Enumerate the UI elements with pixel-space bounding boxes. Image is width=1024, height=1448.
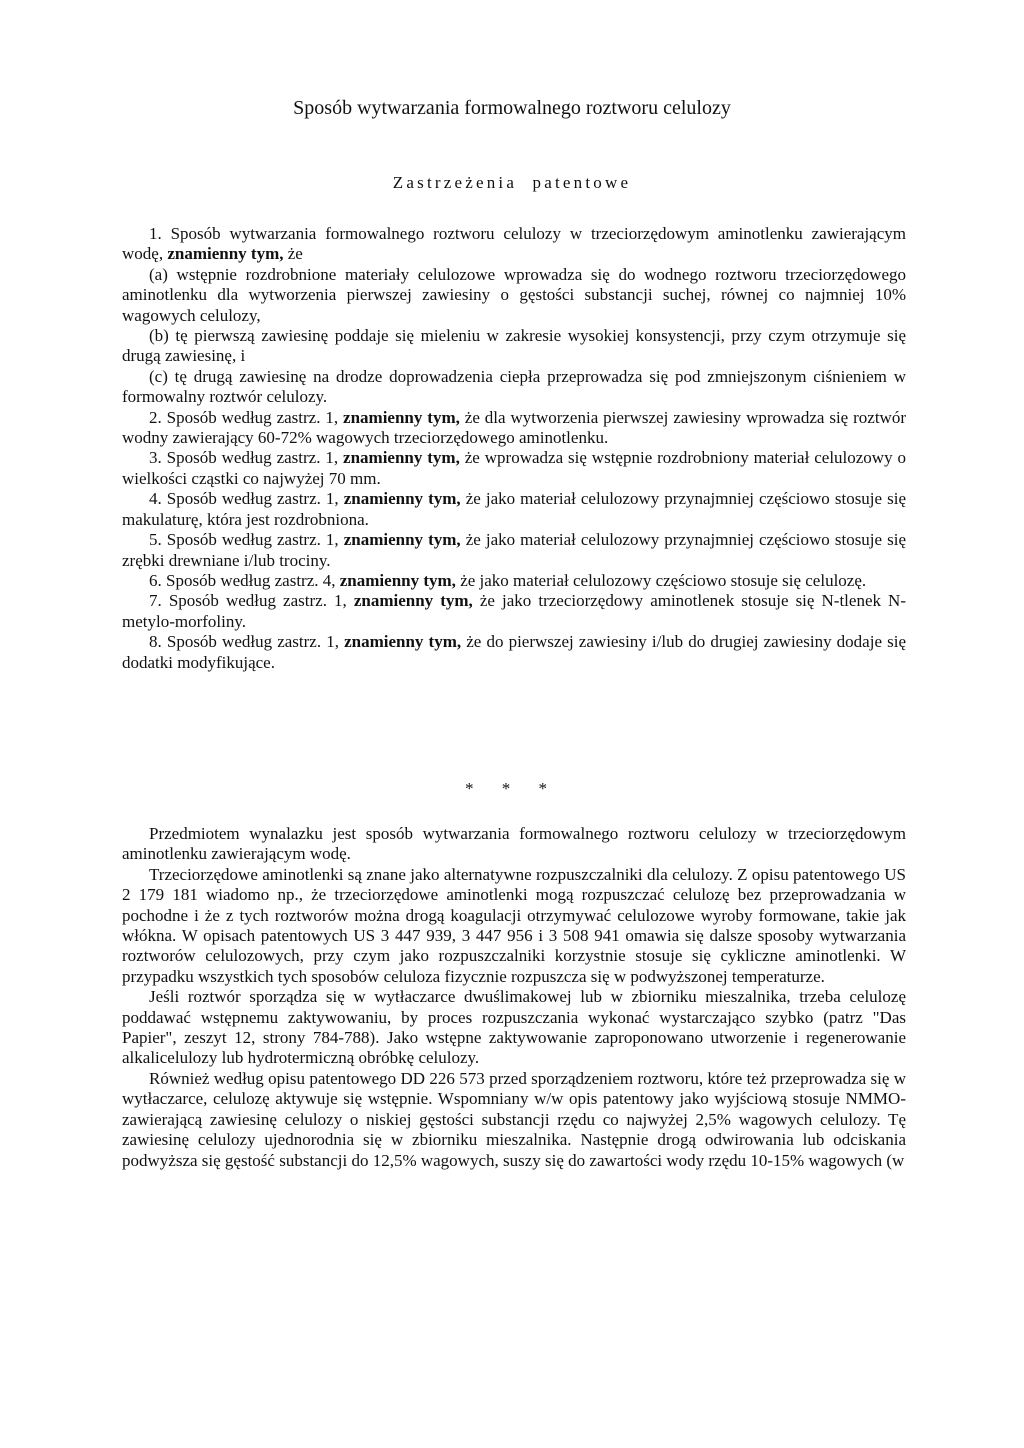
page-title: Sposób wytwarzania formowalnego roztworu celulozy (293, 97, 731, 119)
claim-6-keyword: znamienny tym, (339, 570, 456, 590)
claim-8-keyword: znamienny tym, (344, 632, 462, 652)
claim-4-pre: 4. Sposób według zastrz. 1, (149, 489, 339, 509)
claim-6-post: że jako materiał celulozowy częściowo stosuje się celulozę. (460, 570, 867, 590)
claim-2-keyword: znamienny tym, (343, 407, 460, 427)
claim-2-pre: 2. Sposób według zastrz. 1, (149, 407, 339, 427)
claim-7 (122, 591, 906, 632)
description-paragraph-4: Również według opisu patentowego DD 226 573 przed sporządzeniem roztworu, które też przeprowadza się w wytłaczarce, celulozę aktywuje się wstępnie. Wspomniany w/w opis patentowy jako wyjściową stosuje NMMO-zawierającą zawiesinę celulozy o niskiej gęstości substancji rzędu co najwyżej 2,5% wagowych celulozy. Tę zawiesinę celulozy ujednorodnia się w zbiorniku mieszalnika. Następnie drogą odwirowania lub odciskania podwyższa się gęstość substancji do 12,5% wagowych, suszy się do zawartości wody rzędu 10-15% wagowych (w (122, 1068, 906, 1170)
claim-3-pre: 3. Sposób według zastrz. 1, (149, 448, 339, 468)
claim-5-keyword: znamienny tym, (343, 530, 461, 550)
claim-5 (122, 530, 906, 571)
claim-8 (122, 632, 906, 673)
claim-1-step-a: (a) wstępnie rozdrobnione materiały celulozowe wprowadza się do wodnego roztworu trzeciorzędowego aminotlenku dla wytworzenia pierwszej zawiesiny o gęstości substancji suchej, równej co najmniej 10% wagowych celulozy, (122, 264, 906, 325)
description-section (122, 824, 906, 1171)
claim-7-keyword: znamienny tym, (353, 591, 473, 611)
claim-1-step-b: (b) tę pierwszą zawiesinę poddaje się mieleniu w zakresie wysokiej konsystencji, przy czym otrzymuje się drugą zawiesinę, i (122, 326, 906, 366)
section-heading: Zastrzeżenia patentowe (392, 173, 632, 192)
claim-4 (122, 489, 906, 530)
claim-3-keyword: znamienny tym, (343, 448, 460, 468)
claim-7-post: że jako trzeciorzędowy aminotlenek stosuje się N-tlenek N-metylo-morfoliny. (122, 591, 906, 631)
description-paragraph-3: Jeśli roztwór sporządza się w wytłaczarce dwuślimakowej lub w zbiorniku mieszalnika, trzeba celulozę poddawać wstępnemu zaktywowaniu, by proces rozpuszczania wykonać wystarczająco szybko (patrz "Das Papier", zeszyt 12, strony 784-788). Jako wstępne zaktywowanie zaproponowano utworzenie i regenerowanie alkalicelulozy lub hydrotermiczną obróbkę celulozy. (122, 987, 906, 1068)
claim-2 (122, 408, 906, 449)
claim-4-post: że jako materiał celulozowy przynajmniej częściowo stosuje się makulaturę, która jest rozdrobniona. (122, 489, 906, 529)
description-paragraph-2: Trzeciorzędowe aminotlenki są znane jako alternatywne rozpuszczalniki dla celulozy. Z opisu patentowego US 2 179 181 wiadomo np., że trzeciorzędowe aminotlenki mogą rozpuszczać celulozę bez przeprowadzania w pochodne i że z tych roztworów można drogą koagulacji otrzymywać celulozowe wyroby formowane, takie jak włókna. W opisach patentowych US 3 447 939, 3 447 956 i 3 508 941 omawia się dalsze sposoby wytwarzania roztworów celulozowych, przy czym jako rozpuszczalniki korzystnie stosuje się cykliczne aminotlenki. W przypadku wszystkich tych sposobów celuloza fizycznie rozpuszcza się w podwyższonej temperaturze. (122, 864, 906, 986)
claims-section (122, 224, 906, 673)
claim-8-pre: 8. Sposób według zastrz. 1, (149, 632, 339, 652)
claim-1 (122, 224, 906, 265)
claim-1-keyword: znamienny tym, (167, 244, 284, 264)
claim-6 (122, 571, 906, 591)
claim-5-post: że jako materiał celulozowy przynajmniej częściowo stosuje się zrębki drewniane i/lub trociny. (122, 530, 906, 570)
claim-7-pre: 7. Sposób według zastrz. 1, (149, 591, 347, 611)
claim-6-pre: 6. Sposób według zastrz. 4, (149, 570, 336, 590)
claim-1-step-c: (c) tę drugą zawiesinę na drodze doprowadzenia ciepła przeprowadza się pod zmniejszonym ciśnieniem w formowalny roztwór celulozy. (122, 366, 906, 407)
claim-8-post: że do pierwszej zawiesiny i/lub do drugiej zawiesiny dodaje się dodatki modyfikujące. (122, 632, 906, 672)
claim-1-intro: 1. Sposób wytwarzania formowalnego roztworu celulozy w trzeciorzędowym aminotlenku zawierającym wodę, (122, 224, 906, 264)
section-separator: * * * (465, 779, 559, 798)
claim-5-pre: 5. Sposób według zastrz. 1, (149, 530, 339, 550)
claim-3-post: że wprowadza się wstępnie rozdrobniony materiał celulozowy o wielkości cząstki co najwyżej 70 mm. (122, 448, 906, 488)
claim-3 (122, 448, 906, 489)
claim-2-post: że dla wytworzenia pierwszej zawiesiny wprowadza się roztwór wodny zawierający 60-72% wagowych trzeciorzędowego aminotlenku. (122, 407, 906, 448)
description-paragraph-1: Przedmiotem wynalazku jest sposób wytwarzania formowalnego roztworu celulozy w trzeciorzędowym aminotlenku zawierającym wodę. (122, 824, 906, 864)
claim-4-keyword: znamienny tym, (343, 489, 461, 509)
claim-1-rest: że (287, 244, 303, 264)
